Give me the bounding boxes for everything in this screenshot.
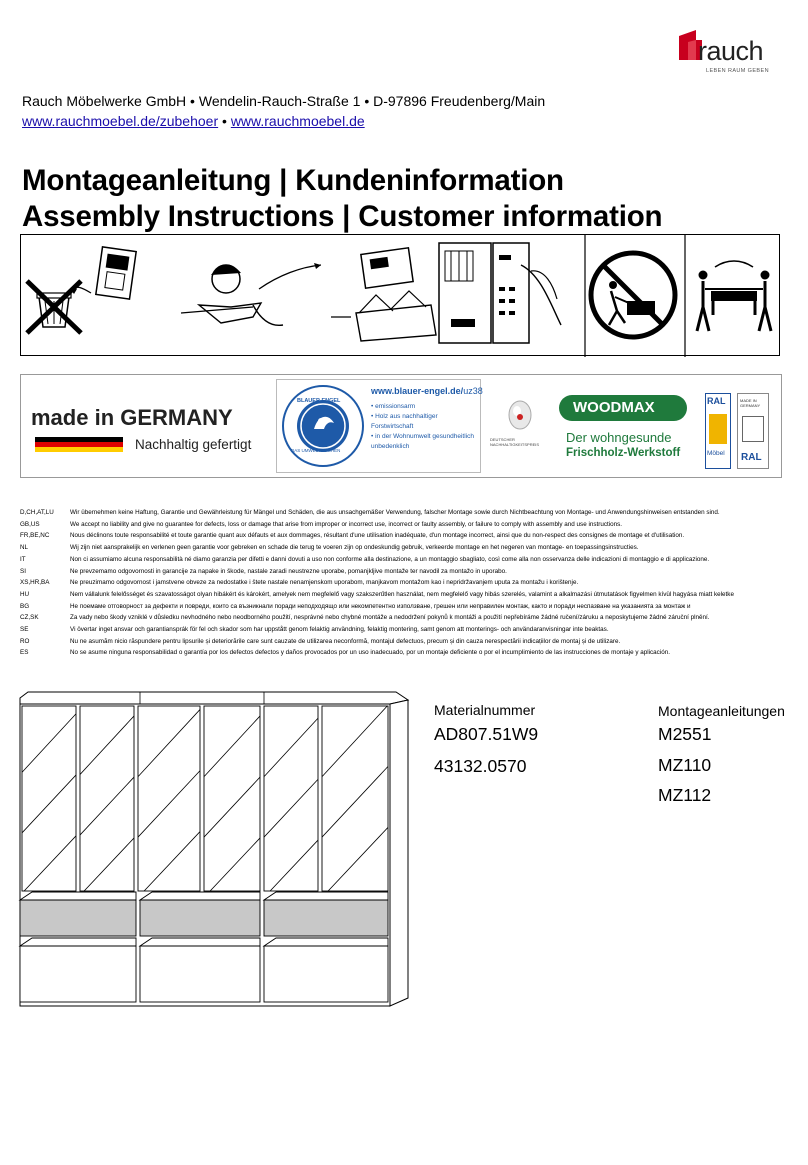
logo-slogan: LEBEN RAUM GEBEN xyxy=(706,68,769,74)
disclaimer-row: GB,US We accept no liability and give no guarantee for defects, loss or damage that arise from improper or incorrect use, incorrect or faulty assembly, or failure to comply with assembly and use instructions. xyxy=(20,520,623,528)
moebel-m-icon xyxy=(709,414,727,444)
woodmax-badge xyxy=(559,395,687,421)
blauer-engel-url: www.blauer-engel.de/uz38 xyxy=(371,386,483,396)
material-number: 43132.0570 xyxy=(434,756,527,776)
disclaimer-row: IT Non ci assumiamo alcuna responsabilità né diamo garanzia per difetti e danni dovuti a uso non conforme alla destinazione, a un montaggio sbagliato, così come alla non osservanza delle indicazioni di montaggio e di applicazione. xyxy=(20,555,710,563)
blauer-engel-icon xyxy=(280,383,366,469)
disclaimer-row: BG Не поемаме отговорност за дефекти и повреди, които са възникнали поради неподходящо или некомпетентно използване, грешен или неправилен монтаж, както и поради неспазване на указанията за монтаж и xyxy=(20,602,691,610)
disclaimer-row: SE Vi övertar inget ansvar och garantiansprák för fel och skador som har uppstått genom felaktig användning, felaktig montering, samt genom att monterings- och användaranvisningar inte beaktas. xyxy=(20,626,609,634)
disclaimer-row: D,CH,AT,LU Wir übernehmen keine Haftung, Garantie und Gewährleistung für Mängel und Schäden, die aus unsachgemäßer Verwendung, falscher Montage sowie durch Nichtbeachtung von Montage- und Anwendungshinweisen entstanden sind. xyxy=(20,509,720,516)
instruction-code: MZ110 xyxy=(658,755,712,775)
material-number-heading: Materialnummer xyxy=(434,702,536,718)
label-sheet-icon xyxy=(439,243,561,343)
link-homepage[interactable]: www.rauchmoebel.de xyxy=(230,113,365,129)
ral-germany-badge xyxy=(737,393,769,469)
award-drop-icon xyxy=(505,397,535,431)
woodmax-line-2: Frischholz-Werkstoff xyxy=(566,447,681,459)
blauer-engel-items xyxy=(371,402,479,452)
blauer-engel-ring-text: BLAUER ENGEL xyxy=(297,398,341,404)
woodmax-name: WOODMAX xyxy=(573,399,655,416)
person-reading-icon xyxy=(181,263,321,325)
company-links xyxy=(22,113,365,129)
sustainability-award xyxy=(486,397,554,463)
rauch-logo xyxy=(676,28,786,76)
instruction-code: M2551 xyxy=(658,724,712,744)
disclaimer-row: HU Nem vállalunk felelősséget és szavatosságot olyan hibákért és károkért, amelyek nem megfelelő vagy szakszerűtlen használat, nem megfelelő vagy hibás szerelés, valamint a alkalmazási útmutatások figyelmen kívül hagyása miatt keletke xyxy=(20,590,734,598)
disclaimer-row: SI Ne prevzemamo odgovornosti in garancije za napake in škode, nastale zaradi neustrezne uporabe, pomanjkljive montaže ter navodil za montažo in uporabo. xyxy=(20,567,507,575)
ral-bottom-label: RAL xyxy=(741,452,762,463)
made-in-germany-text: made in GERMANY xyxy=(31,405,233,430)
company-address: Rauch Möbelwerke GmbH • Wendelin-Rauch-Straße 1 • D-97896 Freudenberg/Main xyxy=(22,93,546,109)
manual-booklet-icon xyxy=(71,247,136,299)
material-number: AD807.51W9 xyxy=(434,724,539,744)
link-zubehoer[interactable]: www.rauchmoebel.de/zubehoer xyxy=(22,113,219,129)
disclaimer-row: XS,HR,BA Ne preuzimamo odgovornost i jamstvene obveze za nedostatke i štete nastale nenamjenskom uporabom, manjkavom montažom kao i nepridržavanjem uputa za montažu i korištenje. xyxy=(20,579,579,587)
file-folder-icon xyxy=(331,248,436,341)
made-in-germany-small: MADE IN GERMANY xyxy=(740,398,761,408)
disclaimer-row: CZ,SK Za vady nebo škody vzniklé v důsledku nevhodného nebo neodborného použití, nesprávné nebo chybné montáže a nedodržení pokynů k montáži a použití nepřebíráme žádné ručení/záruku a neposkytujeme žádné záruční plnění. xyxy=(20,614,710,622)
woodmax-line-1: Der wohngesunde xyxy=(566,430,672,445)
ral-label: RAL xyxy=(707,396,726,406)
sustainable-text: Nachhaltig gefertigt xyxy=(135,437,252,452)
disclaimer-row: RO Nu ne asumăm nicio răspundere pentru lipsurile și deteriorările care sunt cauzate de utilizarea neconformă, montajul defectuos, precum și din cauza nerespectării indicațiilor de montaj și de utilizare. xyxy=(20,637,621,645)
page-title-de: Montageanleitung | Kundeninformation xyxy=(22,164,564,197)
blauer-engel-item: • emissionsarm xyxy=(371,403,416,410)
award-text: DEUTSCHER NACHHALTIGKEITSPREIS xyxy=(490,437,540,447)
ral-moebel-badge xyxy=(705,393,731,469)
disclaimer-row: NL Wij zijn niet aansprakelijk en verlenen geen garantie voor gebreken en schade die terug te voeren zijn op ondeskundig gebruik, verkeerde montage en het negeren van montage- en toepassingsinstructies. xyxy=(20,544,639,552)
instructions-heading: Montageanleitungen xyxy=(658,703,785,719)
blauer-engel-item: • in der Wohnumwelt gesundheitlich unbedenklich xyxy=(371,433,474,450)
instruction-pictograms xyxy=(20,234,780,356)
certificates-banner xyxy=(20,374,782,478)
logo-brand: rauch xyxy=(698,36,764,66)
two-person-lift-icon xyxy=(697,261,771,331)
page-title-en: Assembly Instructions | Customer information xyxy=(22,200,663,233)
wardrobe-drawing xyxy=(18,690,410,1012)
no-dragging-icon xyxy=(591,253,675,337)
liability-disclaimer xyxy=(20,507,790,659)
disclaimer-row: ES No se asume ninguna responsabilidad o garantía por los defectos defectos y daños provocados por un uso inadecuado, por un montaje deficiente o por el incumplimiento de las instrucciones de montaje y aplicación. xyxy=(20,649,670,657)
flag-gold xyxy=(35,447,123,452)
moebel-label: Möbel xyxy=(707,450,725,457)
blauer-engel-box xyxy=(276,379,481,473)
ral-seal-icon xyxy=(742,416,764,442)
disclaimer-row: FR,BE,NC Nous déclinons toute responsabilité et toute garantie quant aux défauts et aux dommages, résultant d'une utilisation inadéquate, d'un montage incorrect, ainsi que du non-respect des consignes de montage et d'utilisation. xyxy=(20,532,685,540)
link-separator: • xyxy=(218,113,231,129)
blauer-engel-item: • Holz aus nachhaltiger Forstwirtschaft xyxy=(371,413,438,430)
instruction-code: MZ112 xyxy=(658,785,712,805)
blauer-engel-ring-text-2: DAS UMWELTZEICHEN xyxy=(291,448,341,453)
